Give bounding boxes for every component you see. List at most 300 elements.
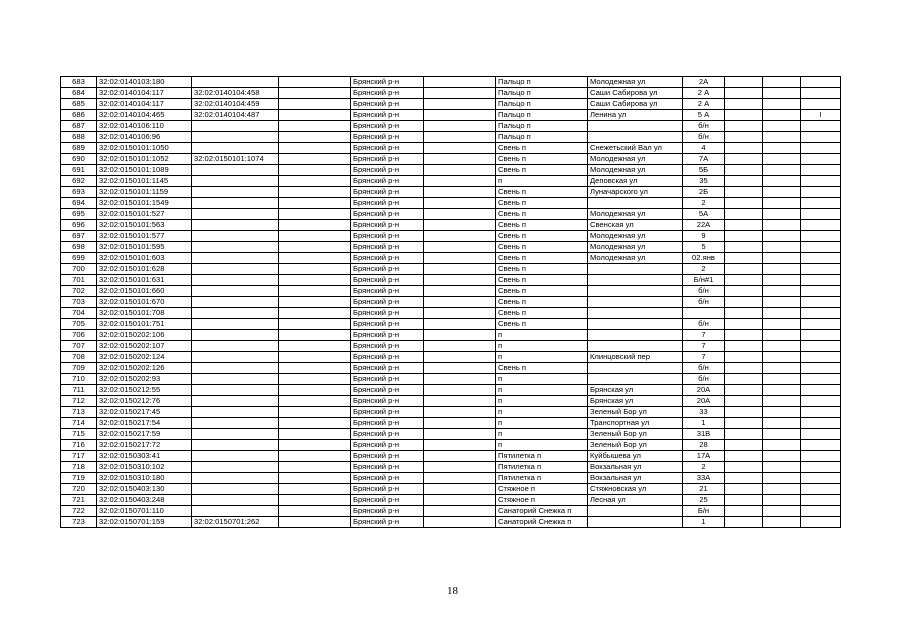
cell-house-number: б/н bbox=[683, 363, 725, 374]
cell-row-number: 705 bbox=[61, 319, 97, 330]
cell-house-number: 1 bbox=[683, 517, 725, 528]
cell-extra-col-2 bbox=[763, 396, 801, 407]
cell-row-number: 694 bbox=[61, 198, 97, 209]
cell-blank-col-2 bbox=[424, 308, 496, 319]
cell-mark bbox=[801, 407, 841, 418]
cell-extra-col-1 bbox=[725, 121, 763, 132]
cell-blank-col-2 bbox=[424, 286, 496, 297]
cell-blank-col-2 bbox=[424, 363, 496, 374]
cell-extra-col-1 bbox=[725, 517, 763, 528]
cell-parent-cadastral-number bbox=[192, 506, 279, 517]
cell-cadastral-number: 32:02:0150212:55 bbox=[97, 385, 192, 396]
cell-district: Брянский р-н bbox=[351, 209, 424, 220]
cell-street bbox=[588, 319, 683, 330]
cell-house-number: 5А bbox=[683, 209, 725, 220]
cell-street: Клинцовский пер bbox=[588, 352, 683, 363]
cell-street bbox=[588, 297, 683, 308]
cell-settlement: Свень п bbox=[496, 231, 588, 242]
cell-extra-col-1 bbox=[725, 154, 763, 165]
cell-settlement: Санаторий Снежка п bbox=[496, 517, 588, 528]
cell-blank-col bbox=[279, 341, 351, 352]
cell-extra-col-1 bbox=[725, 297, 763, 308]
cell-cadastral-number: 32:02:0150101:527 bbox=[97, 209, 192, 220]
table-row bbox=[61, 363, 841, 374]
cell-parent-cadastral-number bbox=[192, 176, 279, 187]
cell-street: Вокзальная ул bbox=[588, 462, 683, 473]
table-row bbox=[61, 462, 841, 473]
cell-blank-col bbox=[279, 198, 351, 209]
cell-settlement: Пальцо п bbox=[496, 77, 588, 88]
cell-extra-col-2 bbox=[763, 297, 801, 308]
cell-cadastral-number: 32:02:0150101:595 bbox=[97, 242, 192, 253]
cell-cadastral-number: 32:02:0150101:1549 bbox=[97, 198, 192, 209]
cell-cadastral-number: 32:02:0140104:117 bbox=[97, 99, 192, 110]
cell-settlement: Стяжное п bbox=[496, 495, 588, 506]
cell-parent-cadastral-number bbox=[192, 319, 279, 330]
table-row bbox=[61, 440, 841, 451]
cell-cadastral-number: 32:02:0140103:180 bbox=[97, 77, 192, 88]
cell-blank-col bbox=[279, 110, 351, 121]
cell-house-number: 33 bbox=[683, 407, 725, 418]
cell-row-number: 711 bbox=[61, 385, 97, 396]
table-row bbox=[61, 495, 841, 506]
cell-extra-col-1 bbox=[725, 341, 763, 352]
table-row bbox=[61, 374, 841, 385]
cell-street bbox=[588, 132, 683, 143]
cell-blank-col-2 bbox=[424, 275, 496, 286]
cell-district: Брянский р-н bbox=[351, 264, 424, 275]
cell-parent-cadastral-number bbox=[192, 143, 279, 154]
cell-mark bbox=[801, 385, 841, 396]
cell-house-number: б/н bbox=[683, 286, 725, 297]
cell-settlement: Пальцо п bbox=[496, 99, 588, 110]
cell-house-number: 20А bbox=[683, 396, 725, 407]
cell-cadastral-number: 32:02:0150217:72 bbox=[97, 440, 192, 451]
cell-settlement: п bbox=[496, 385, 588, 396]
cell-cadastral-number: 32:02:0150202:126 bbox=[97, 363, 192, 374]
table-row bbox=[61, 429, 841, 440]
cell-row-number: 719 bbox=[61, 473, 97, 484]
cell-extra-col-1 bbox=[725, 396, 763, 407]
table-row bbox=[61, 121, 841, 132]
cell-district: Брянский р-н bbox=[351, 319, 424, 330]
cell-district: Брянский р-н bbox=[351, 374, 424, 385]
cell-settlement: п bbox=[496, 341, 588, 352]
cell-settlement: Пятилетка п bbox=[496, 473, 588, 484]
cell-mark: I bbox=[801, 110, 841, 121]
cell-house-number bbox=[683, 308, 725, 319]
cell-blank-col bbox=[279, 297, 351, 308]
cell-parent-cadastral-number bbox=[192, 220, 279, 231]
cell-settlement: Стяжное п bbox=[496, 484, 588, 495]
cell-blank-col bbox=[279, 165, 351, 176]
cell-street bbox=[588, 198, 683, 209]
cell-house-number: 21 bbox=[683, 484, 725, 495]
cell-parent-cadastral-number bbox=[192, 264, 279, 275]
cell-extra-col-2 bbox=[763, 363, 801, 374]
cell-extra-col-1 bbox=[725, 484, 763, 495]
table-row bbox=[61, 110, 841, 121]
cell-house-number: 28 bbox=[683, 440, 725, 451]
cell-extra-col-1 bbox=[725, 253, 763, 264]
cell-blank-col bbox=[279, 176, 351, 187]
cell-district: Брянский р-н bbox=[351, 187, 424, 198]
cell-district: Брянский р-н bbox=[351, 418, 424, 429]
cell-district: Брянский р-н bbox=[351, 484, 424, 495]
cell-mark bbox=[801, 297, 841, 308]
cell-blank-col-2 bbox=[424, 429, 496, 440]
cell-blank-col-2 bbox=[424, 396, 496, 407]
cell-house-number: 25 bbox=[683, 495, 725, 506]
cell-row-number: 718 bbox=[61, 462, 97, 473]
cell-cadastral-number: 32:02:0150310:180 bbox=[97, 473, 192, 484]
cell-extra-col-2 bbox=[763, 198, 801, 209]
cell-street: Брянская ул bbox=[588, 385, 683, 396]
cell-extra-col-1 bbox=[725, 77, 763, 88]
cell-extra-col-2 bbox=[763, 143, 801, 154]
cell-settlement: Пятилетка п bbox=[496, 451, 588, 462]
cell-blank-col-2 bbox=[424, 473, 496, 484]
cell-parent-cadastral-number: 32:02:0140104:487 bbox=[192, 110, 279, 121]
cell-extra-col-1 bbox=[725, 462, 763, 473]
cell-mark bbox=[801, 99, 841, 110]
cell-mark bbox=[801, 88, 841, 99]
cell-street: Стяжновская ул bbox=[588, 484, 683, 495]
cell-district: Брянский р-н bbox=[351, 231, 424, 242]
cell-extra-col-2 bbox=[763, 220, 801, 231]
cell-extra-col-2 bbox=[763, 374, 801, 385]
cell-mark bbox=[801, 495, 841, 506]
cell-district: Брянский р-н bbox=[351, 385, 424, 396]
cell-house-number: 1 bbox=[683, 418, 725, 429]
cell-extra-col-2 bbox=[763, 462, 801, 473]
cell-district: Брянский р-н bbox=[351, 176, 424, 187]
cell-mark bbox=[801, 231, 841, 242]
cell-street bbox=[588, 275, 683, 286]
cell-settlement: Свень п bbox=[496, 264, 588, 275]
cell-house-number: 2 bbox=[683, 462, 725, 473]
cell-district: Брянский р-н bbox=[351, 517, 424, 528]
cell-house-number: б/н bbox=[683, 319, 725, 330]
cell-extra-col-2 bbox=[763, 121, 801, 132]
cell-settlement: Свень п bbox=[496, 143, 588, 154]
cell-settlement: Свень п bbox=[496, 297, 588, 308]
cell-blank-col-2 bbox=[424, 319, 496, 330]
cell-settlement: п bbox=[496, 374, 588, 385]
cell-parent-cadastral-number bbox=[192, 231, 279, 242]
cell-row-number: 716 bbox=[61, 440, 97, 451]
cell-house-number: б/н bbox=[683, 121, 725, 132]
cell-street bbox=[588, 517, 683, 528]
cell-extra-col-1 bbox=[725, 385, 763, 396]
cell-blank-col-2 bbox=[424, 154, 496, 165]
cell-extra-col-1 bbox=[725, 242, 763, 253]
cell-house-number: 2Б bbox=[683, 187, 725, 198]
cell-row-number: 710 bbox=[61, 374, 97, 385]
cell-row-number: 689 bbox=[61, 143, 97, 154]
cell-house-number: 7А bbox=[683, 154, 725, 165]
cell-parent-cadastral-number: 32:02:0150701:262 bbox=[192, 517, 279, 528]
cell-mark bbox=[801, 308, 841, 319]
cell-street: Молодежная ул bbox=[588, 242, 683, 253]
cell-extra-col-2 bbox=[763, 352, 801, 363]
cell-extra-col-1 bbox=[725, 187, 763, 198]
cell-extra-col-1 bbox=[725, 407, 763, 418]
cell-extra-col-1 bbox=[725, 143, 763, 154]
cell-blank-col-2 bbox=[424, 341, 496, 352]
cell-parent-cadastral-number bbox=[192, 396, 279, 407]
cell-row-number: 690 bbox=[61, 154, 97, 165]
cell-district: Брянский р-н bbox=[351, 451, 424, 462]
cell-district: Брянский р-н bbox=[351, 352, 424, 363]
cell-mark bbox=[801, 143, 841, 154]
cell-house-number: 2 А bbox=[683, 99, 725, 110]
cell-settlement: п bbox=[496, 440, 588, 451]
cell-extra-col-2 bbox=[763, 132, 801, 143]
cell-extra-col-1 bbox=[725, 495, 763, 506]
cell-row-number: 688 bbox=[61, 132, 97, 143]
cell-street: Брянская ул bbox=[588, 396, 683, 407]
cell-blank-col-2 bbox=[424, 352, 496, 363]
cell-blank-col-2 bbox=[424, 198, 496, 209]
cell-mark bbox=[801, 484, 841, 495]
cell-extra-col-1 bbox=[725, 220, 763, 231]
cell-cadastral-number: 32:02:0150101:1159 bbox=[97, 187, 192, 198]
cell-blank-col bbox=[279, 440, 351, 451]
cell-house-number: 2 bbox=[683, 198, 725, 209]
table-row bbox=[61, 341, 841, 352]
cell-parent-cadastral-number bbox=[192, 385, 279, 396]
cell-district: Брянский р-н bbox=[351, 341, 424, 352]
cell-row-number: 685 bbox=[61, 99, 97, 110]
cell-parent-cadastral-number bbox=[192, 275, 279, 286]
table-row bbox=[61, 473, 841, 484]
cell-row-number: 712 bbox=[61, 396, 97, 407]
cell-cadastral-number: 32:02:0150310:102 bbox=[97, 462, 192, 473]
cell-street: Молодежная ул bbox=[588, 154, 683, 165]
table-row bbox=[61, 143, 841, 154]
cell-blank-col bbox=[279, 429, 351, 440]
cell-extra-col-1 bbox=[725, 209, 763, 220]
cell-parent-cadastral-number bbox=[192, 374, 279, 385]
cell-blank-col-2 bbox=[424, 385, 496, 396]
cell-blank-col bbox=[279, 242, 351, 253]
cell-mark bbox=[801, 418, 841, 429]
cell-extra-col-2 bbox=[763, 209, 801, 220]
cell-street: Саши Сабирова ул bbox=[588, 99, 683, 110]
cell-blank-col-2 bbox=[424, 165, 496, 176]
cell-row-number: 715 bbox=[61, 429, 97, 440]
cell-cadastral-number: 32:02:0150303:41 bbox=[97, 451, 192, 462]
cell-row-number: 722 bbox=[61, 506, 97, 517]
cell-extra-col-2 bbox=[763, 308, 801, 319]
cell-parent-cadastral-number bbox=[192, 462, 279, 473]
cell-cadastral-number: 32:02:0150202:93 bbox=[97, 374, 192, 385]
cell-extra-col-1 bbox=[725, 418, 763, 429]
cell-parent-cadastral-number: 32:02:0140104:458 bbox=[192, 88, 279, 99]
cell-blank-col bbox=[279, 462, 351, 473]
cell-mark bbox=[801, 396, 841, 407]
cell-district: Брянский р-н bbox=[351, 308, 424, 319]
cell-district: Брянский р-н bbox=[351, 154, 424, 165]
cell-row-number: 691 bbox=[61, 165, 97, 176]
cell-extra-col-1 bbox=[725, 231, 763, 242]
cell-row-number: 707 bbox=[61, 341, 97, 352]
cell-parent-cadastral-number bbox=[192, 308, 279, 319]
cell-cadastral-number: 32:02:0150217:45 bbox=[97, 407, 192, 418]
cell-extra-col-2 bbox=[763, 99, 801, 110]
table-row bbox=[61, 99, 841, 110]
cell-blank-col-2 bbox=[424, 462, 496, 473]
cell-blank-col-2 bbox=[424, 132, 496, 143]
cell-mark bbox=[801, 330, 841, 341]
cell-cadastral-number: 32:02:0140104:117 bbox=[97, 88, 192, 99]
cell-extra-col-1 bbox=[725, 165, 763, 176]
cell-cadastral-number: 32:02:0150212:76 bbox=[97, 396, 192, 407]
cell-settlement: п bbox=[496, 407, 588, 418]
table-row bbox=[61, 231, 841, 242]
cell-parent-cadastral-number bbox=[192, 209, 279, 220]
cell-blank-col bbox=[279, 286, 351, 297]
cell-row-number: 703 bbox=[61, 297, 97, 308]
cell-blank-col bbox=[279, 385, 351, 396]
cell-house-number: 7 bbox=[683, 330, 725, 341]
cell-district: Брянский р-н bbox=[351, 297, 424, 308]
table-row bbox=[61, 154, 841, 165]
cell-extra-col-1 bbox=[725, 264, 763, 275]
cell-district: Брянский р-н bbox=[351, 440, 424, 451]
cell-house-number: 17А bbox=[683, 451, 725, 462]
cell-row-number: 686 bbox=[61, 110, 97, 121]
cell-extra-col-2 bbox=[763, 88, 801, 99]
cell-street: Зеленый Бор ул bbox=[588, 407, 683, 418]
cell-parent-cadastral-number bbox=[192, 352, 279, 363]
cell-blank-col-2 bbox=[424, 220, 496, 231]
cell-row-number: 704 bbox=[61, 308, 97, 319]
cell-blank-col-2 bbox=[424, 110, 496, 121]
cell-blank-col bbox=[279, 517, 351, 528]
cell-blank-col-2 bbox=[424, 506, 496, 517]
cell-house-number: 2 bbox=[683, 264, 725, 275]
cell-blank-col bbox=[279, 396, 351, 407]
cell-blank-col-2 bbox=[424, 187, 496, 198]
cell-settlement: Пальцо п bbox=[496, 88, 588, 99]
cell-extra-col-2 bbox=[763, 319, 801, 330]
cell-house-number: б/н bbox=[683, 297, 725, 308]
cell-parent-cadastral-number bbox=[192, 451, 279, 462]
cell-row-number: 706 bbox=[61, 330, 97, 341]
cell-parent-cadastral-number bbox=[192, 132, 279, 143]
cell-extra-col-1 bbox=[725, 352, 763, 363]
cell-parent-cadastral-number bbox=[192, 407, 279, 418]
cell-mark bbox=[801, 517, 841, 528]
table-row bbox=[61, 308, 841, 319]
cell-extra-col-1 bbox=[725, 473, 763, 484]
cell-settlement: Пальцо п bbox=[496, 132, 588, 143]
cell-row-number: 714 bbox=[61, 418, 97, 429]
cell-extra-col-1 bbox=[725, 363, 763, 374]
cell-house-number: 4 bbox=[683, 143, 725, 154]
cell-settlement: Свень п bbox=[496, 220, 588, 231]
cell-street: Молодежная ул bbox=[588, 231, 683, 242]
cell-extra-col-1 bbox=[725, 88, 763, 99]
cell-district: Брянский р-н bbox=[351, 407, 424, 418]
cell-blank-col-2 bbox=[424, 484, 496, 495]
cell-blank-col bbox=[279, 407, 351, 418]
cell-settlement: Свень п bbox=[496, 253, 588, 264]
cell-district: Брянский р-н bbox=[351, 132, 424, 143]
cell-blank-col bbox=[279, 143, 351, 154]
cell-blank-col-2 bbox=[424, 374, 496, 385]
cell-row-number: 684 bbox=[61, 88, 97, 99]
cell-settlement: п bbox=[496, 396, 588, 407]
cell-settlement: Пятилетка п bbox=[496, 462, 588, 473]
cell-blank-col bbox=[279, 352, 351, 363]
property-table bbox=[60, 76, 841, 528]
cell-extra-col-1 bbox=[725, 451, 763, 462]
cell-blank-col bbox=[279, 506, 351, 517]
cell-street: Молодежная ул bbox=[588, 253, 683, 264]
cell-settlement: п bbox=[496, 352, 588, 363]
cell-cadastral-number: 32:02:0140106:96 bbox=[97, 132, 192, 143]
cell-district: Брянский р-н bbox=[351, 330, 424, 341]
cell-extra-col-1 bbox=[725, 176, 763, 187]
cell-extra-col-2 bbox=[763, 330, 801, 341]
cell-street bbox=[588, 286, 683, 297]
cell-mark bbox=[801, 209, 841, 220]
cell-house-number: 20А bbox=[683, 385, 725, 396]
cell-mark bbox=[801, 121, 841, 132]
table-row bbox=[61, 264, 841, 275]
cell-street bbox=[588, 330, 683, 341]
cell-blank-col bbox=[279, 308, 351, 319]
cell-parent-cadastral-number bbox=[192, 363, 279, 374]
cell-district: Брянский р-н bbox=[351, 88, 424, 99]
cell-blank-col-2 bbox=[424, 242, 496, 253]
cell-extra-col-2 bbox=[763, 253, 801, 264]
cell-house-number: 22А bbox=[683, 220, 725, 231]
cell-mark bbox=[801, 242, 841, 253]
cell-settlement: Свень п bbox=[496, 275, 588, 286]
cell-cadastral-number: 32:02:0150701:159 bbox=[97, 517, 192, 528]
cell-extra-col-2 bbox=[763, 110, 801, 121]
cell-blank-col-2 bbox=[424, 77, 496, 88]
cell-mark bbox=[801, 429, 841, 440]
cell-row-number: 683 bbox=[61, 77, 97, 88]
cell-mark bbox=[801, 187, 841, 198]
cell-district: Брянский р-н bbox=[351, 429, 424, 440]
table-row bbox=[61, 88, 841, 99]
cell-settlement: Свень п bbox=[496, 308, 588, 319]
cell-blank-col-2 bbox=[424, 88, 496, 99]
cell-mark bbox=[801, 506, 841, 517]
cell-street: Лесная ул bbox=[588, 495, 683, 506]
cell-mark bbox=[801, 363, 841, 374]
cell-row-number: 723 bbox=[61, 517, 97, 528]
cell-parent-cadastral-number bbox=[192, 341, 279, 352]
cell-settlement: Свень п bbox=[496, 242, 588, 253]
cell-street: Молодежная ул bbox=[588, 165, 683, 176]
cell-blank-col-2 bbox=[424, 451, 496, 462]
cell-house-number: 2А bbox=[683, 77, 725, 88]
cell-row-number: 721 bbox=[61, 495, 97, 506]
table-row bbox=[61, 451, 841, 462]
cell-parent-cadastral-number: 32:02:0140104:459 bbox=[192, 99, 279, 110]
cell-mark bbox=[801, 462, 841, 473]
cell-parent-cadastral-number bbox=[192, 484, 279, 495]
cell-blank-col-2 bbox=[424, 209, 496, 220]
cell-extra-col-2 bbox=[763, 176, 801, 187]
